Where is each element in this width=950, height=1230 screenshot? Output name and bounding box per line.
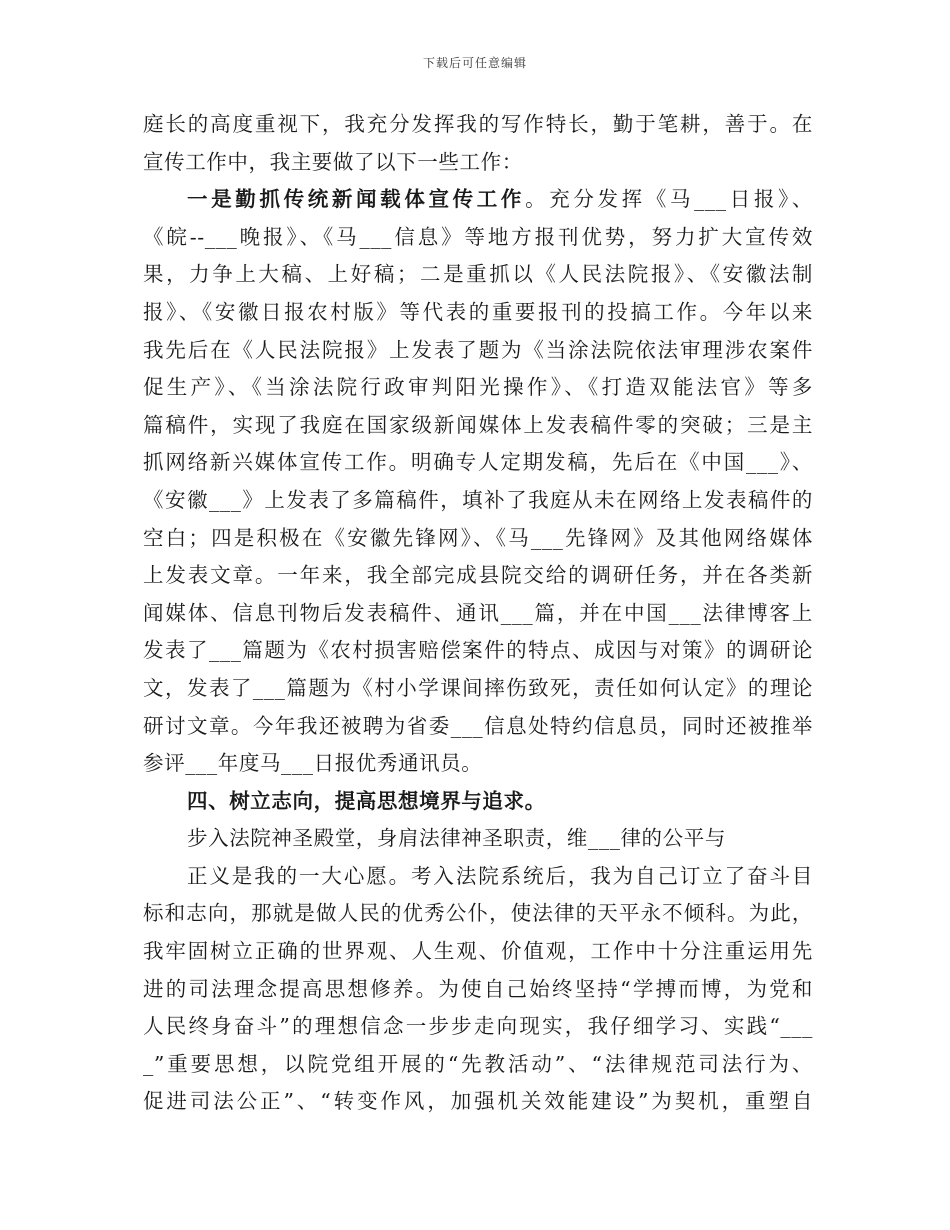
- paragraph-line: 步入法院神圣殿堂，身肩法律神圣职责，维___律的公平与: [187, 826, 726, 851]
- paragraph-text: 。充分发挥《马___日报》、: [525, 187, 814, 212]
- section-heading: 一是勤抓传统新闻载体宣传工作: [187, 187, 526, 212]
- paragraph-line: 促生产》、《当涂法院行政审判阳光操作》、《打造双能法官》等多: [143, 375, 813, 400]
- paragraph-line: 闻媒体、信息刊物后发表稿件、通讯___篇，并在中国___法律博客上: [143, 600, 813, 625]
- paragraph-line: 我先后在《人民法院报》上发表了题为《当涂法院依法审理涉农案件: [143, 337, 813, 362]
- paragraph-line: 宣传工作中，我主要做了以下一些工作：: [143, 149, 523, 174]
- paragraph-line: 研讨文章。今年我还被聘为省委___信息处特约信息员，同时还被推举: [143, 713, 813, 738]
- paragraph-line: 上发表文章。一年来，我全部完成县院交给的调研任务，并在各类新: [143, 563, 813, 588]
- paragraph-line: _”重要思想，以院党组开展的“先教活动”、“法律规范司法行为、: [143, 1051, 813, 1076]
- paragraph-line: 我牢固树立正确的世界观、人生观、价值观，工作中十分注重运用先: [143, 939, 813, 964]
- paragraph-line: 果，力争上大稿、上好稿；二是重抓以《人民法院报》、《安徽法制: [143, 262, 813, 287]
- paragraph-line: 促进司法公正”、“转变作风，加强机关效能建设”为契机，重塑自: [143, 1089, 813, 1114]
- paragraph-line: 进的司法理念提高思想修养。为使自己始终坚持“学搏而博，为党和: [143, 976, 813, 1001]
- paragraph-line: 报》、《安徽日报农村版》等代表的重要报刊的投搞工作。今年以来: [143, 299, 813, 324]
- paragraph-line: 抓网络新兴媒体宣传工作。明确专人定期发稿，先后在《中国___》、: [143, 450, 813, 475]
- paragraph-line: 《安徽___》上发表了多篇稿件，填补了我庭从未在网络上发表稿件的: [143, 487, 813, 512]
- paragraph-line: 标和志向，那就是做人民的优秀公仆，使法律的天平永不倾科。为此，: [143, 901, 813, 926]
- paragraph-line: 发表了___篇题为《农村损害赔偿案件的特点、成因与对策》的调研论: [143, 638, 813, 663]
- paragraph-line: 参评___年度马___日报优秀通讯员。: [143, 751, 483, 776]
- paragraph-line: [143, 181, 813, 219]
- paragraph-line: 人民终身奋斗”的理想信念一步步走向现实，我仔细学习、实践“___: [143, 1014, 813, 1039]
- paragraph-line: 文，发表了___篇题为《村小学课间摔伤致死，责任如何认定》的理论: [143, 675, 813, 700]
- page-header: 下载后可任意编辑: [422, 56, 527, 70]
- paragraph-line: 《皖--___晚报》、《马___信息》等地方报刊优势，努力扩大宣传效: [143, 224, 813, 249]
- section-heading: 四、树立志向，提高思想境界与追求。: [187, 788, 546, 813]
- paragraph-line: [143, 783, 813, 821]
- paragraph-line: 正义是我的一大心愿。考入法院系统后，我为自己订立了奋斗目: [187, 863, 813, 888]
- paragraph-line: 空白；四是积极在《安徽先锋网》、《马___先锋网》及其他网络媒体: [143, 525, 813, 550]
- paragraph-line: 篇稿件，实现了我庭在国家级新闻媒体上发表稿件零的突破；三是主: [143, 412, 813, 437]
- paragraph-line: 庭长的高度重视下，我充分发挥我的写作特长，勤于笔耕，善于。在: [143, 112, 813, 136]
- document-body: [143, 106, 813, 1121]
